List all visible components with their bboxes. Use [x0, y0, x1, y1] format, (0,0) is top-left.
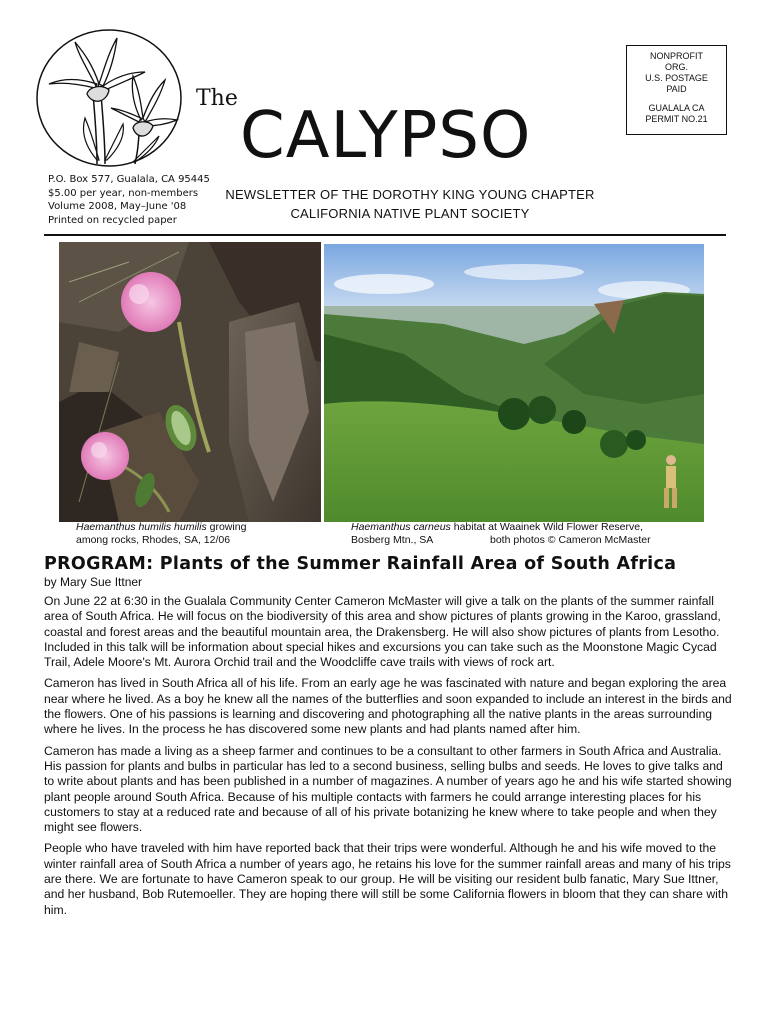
photo-credit: both photos © Cameron McMaster	[490, 534, 651, 546]
postage-line: NONPROFIT	[650, 51, 703, 61]
postage-line: U.S. POSTAGE	[645, 73, 708, 83]
calypso-orchid-logo	[35, 28, 183, 168]
article-paragraph: On June 22 at 6:30 in the Gualala Community Center Cameron McMaster will give a talk on the plants of the summer rainfall area of South Africa. He will focus on the biodiversity of this area and show pictures of plants growing in the Karoo, grassland, coastal and forest areas and the beautiful mountain area, the Drakensberg. He will also show pictures of plants from Lesotho. Included in this talk will be information about special hikes and excursions you can take such as the Moonstone Magic Cycad Trail, Adele Moore's Mt. Aurora Orchid trail and the Woodcliffe cave trails with views of rock art.	[44, 594, 721, 670]
postage-line: ORG.	[664, 62, 688, 72]
caption-text: habitat at Waainek Wild Flower Reserve,	[450, 521, 643, 533]
landscape-photo-image	[324, 244, 704, 522]
postage-line: PAID	[666, 84, 687, 94]
subtitle-society: CALIFORNIA NATIVE PLANT SOCIETY	[290, 206, 530, 221]
caption-right-line2	[351, 534, 671, 547]
photo-haemanthus-humilis	[59, 242, 321, 522]
recycled-line: Printed on recycled paper	[48, 214, 177, 226]
species-name: Haemanthus carneus	[351, 521, 451, 533]
volume-line: Volume 2008, May–June '08	[48, 201, 187, 212]
article-paragraph: People who have traveled with him have reported back that their trips were wonderful. Although he and his wife moved to the winter rainfall area of South Africa a number of years ago, he retains his love for the summer rainfall areas and many of his trips are there. We are fortunate to have Cameron speak to our group. He will be visiting our resident bulb fanatic, Mary Sue Ittner, and her husband, Bob Rutemoeller. They are hoping there will still be some California flowers in bloom that they can share with him.	[44, 841, 731, 917]
caption-text: growing	[206, 521, 247, 533]
address-block	[48, 173, 210, 227]
article-body	[44, 594, 734, 924]
postage-line: GUALALA CA	[648, 103, 705, 113]
article-paragraph: Cameron has lived in South Africa all of his life. From an early age he was fascinated with nature and began exploring the area near where he lived. As a boy he knew all the names of the butterflies and soon expanded to include an interest in the birds and the flowers. One of his passions is learning and discovering and photographing all the native plants in the areas surrounding where he lives. In the process he has discovered some new plants and had plants named after him.	[44, 676, 732, 737]
species-name: Haemanthus humilis humilis	[76, 521, 207, 533]
newsletter-title: CALYPSO	[240, 99, 532, 173]
address-line: P.O. Box 577, Gualala, CA 95445	[48, 174, 210, 185]
postage-permit-box	[626, 45, 727, 135]
subscription-line: $5.00 per year, non-members	[48, 187, 199, 199]
caption-right	[351, 521, 643, 534]
masthead-the: The	[196, 86, 238, 111]
program-heading: PROGRAM: Plants of the Summer Rainfall Area of South Africa	[44, 554, 677, 574]
postage-line: PERMIT NO.21	[645, 114, 708, 124]
calypso-orchid-icon	[35, 28, 183, 168]
header-divider	[44, 234, 726, 236]
byline: by Mary Sue Ittner	[44, 575, 143, 589]
subtitle-chapter: NEWSLETTER OF THE DOROTHY KING YOUNG CHAPTER	[225, 187, 595, 202]
caption-left-line2: among rocks, Rhodes, SA, 12/06	[76, 534, 231, 546]
caption-left	[76, 521, 246, 534]
flower-photo-image	[59, 242, 321, 522]
article-paragraph: Cameron has made a living as a sheep farmer and continues to be a consultant to other farmers in South Africa and Australia. His passion for plants and bulbs in particular has led to a second business, selling bulbs and seeds. He loves to give talks and to write about plants and has been published in a number of magazines. A number of years ago he and his wife started showing plant people around South Africa. Because of his multiple contacts with farmers he could arrange interesting places for his customers to stay at a reduced rate and because of all of his private botanizing he knew where to take people and when they might see flowers.	[44, 743, 732, 835]
caption-text: Bosberg Mtn., SA	[351, 534, 434, 546]
photo-haemanthus-carneus-habitat	[324, 244, 704, 522]
